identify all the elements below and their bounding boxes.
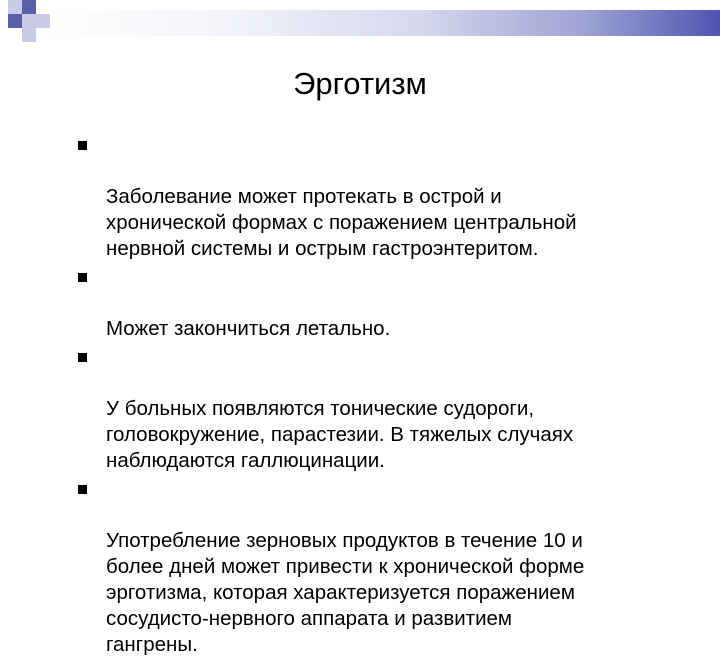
bullet-text: Заболевание может протекать в острой и хронической формах с поражением центральной нервной системы и острым гастроэнтеритом. <box>106 185 577 260</box>
bullet-text: Может закончиться летально. <box>106 317 391 340</box>
bullet-item <box>78 476 678 658</box>
slide-title: Эрготизм <box>293 66 427 101</box>
corner-square <box>22 14 36 28</box>
corner-square <box>36 14 50 28</box>
square-bullet-icon <box>78 141 87 150</box>
bullet-item <box>78 264 678 342</box>
square-bullet-icon <box>78 273 87 282</box>
bullet-list <box>78 132 678 660</box>
corner-squares-decoration <box>0 0 60 50</box>
bullet-item <box>78 344 678 474</box>
bullet-item <box>78 132 678 262</box>
bullet-text: У больных появляются тонические судороги, головокружение, парастезии. В тяжелых случаях наблюдаются галлюцинации. <box>106 397 574 472</box>
bullet-text: Употребление зерновых продуктов в течение 10 и более дней может привести к хронической форме эрготизма, которая характеризуется поражением сосудисто-нервного аппарата и развитием гангрены. <box>106 529 585 656</box>
corner-square <box>8 14 22 28</box>
square-bullet-icon <box>78 485 87 494</box>
header-gradient-bar <box>44 10 720 36</box>
corner-square <box>22 0 36 14</box>
square-bullet-icon <box>78 353 87 362</box>
corner-square <box>8 0 22 14</box>
corner-square <box>22 28 36 42</box>
